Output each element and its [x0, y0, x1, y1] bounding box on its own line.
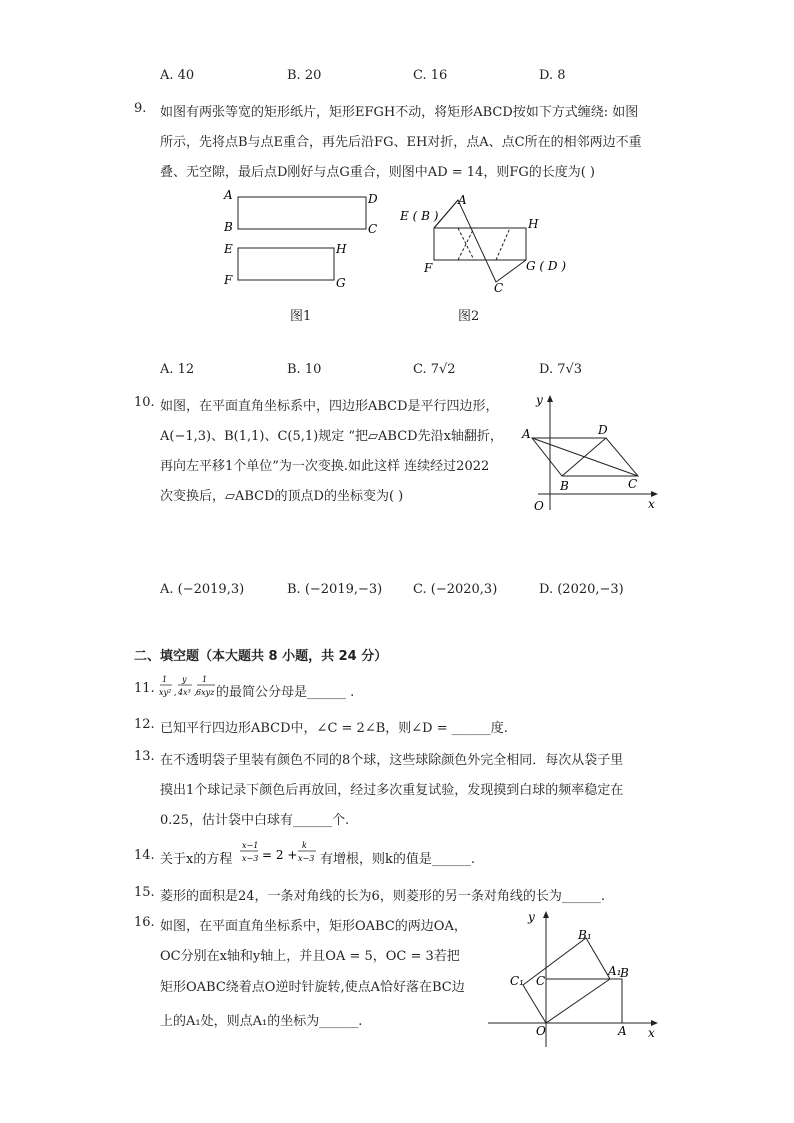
fig2-label-eb: E ( B ): [400, 209, 439, 223]
fig1-label-f: F: [224, 273, 233, 287]
svg-text:4x³: 4x³: [178, 688, 191, 697]
q16-fig-label-y: y: [528, 910, 535, 924]
q16-number: 16.: [134, 915, 155, 930]
fig1-label-e: E: [224, 242, 233, 256]
fig1-label-d: D: [368, 192, 378, 206]
q10-option-c: C. (−2020,3): [413, 582, 498, 597]
svg-text:x−3: x−3: [298, 854, 315, 863]
fig2-label-c: C: [494, 281, 504, 295]
q13-line-1: 在不透明袋子里装有颜色不同的8个球，这些球除颜色外完全相同．每次从袋子里: [160, 753, 624, 768]
fig1-label-b: B: [224, 220, 233, 234]
q10-option-d: D. (2020,−3): [539, 582, 624, 597]
q12-number: 12.: [134, 717, 155, 732]
q14-text-pre: 关于x的方程: [160, 852, 233, 867]
q12-text: 已知平行四边形ABCD中，∠C = 2∠B，则∠D = ______度.: [160, 721, 508, 736]
q16-line-3: 矩形OABC绕着点O逆时针旋转,使点A恰好落在BC边: [160, 980, 465, 995]
q16-fig-label-o: O: [536, 1024, 546, 1038]
svg-text:,: ,: [194, 688, 197, 697]
fig1-label-a: A: [224, 188, 233, 202]
q10-fig-label-a: A: [522, 427, 531, 441]
q9-figure-1: [220, 185, 385, 295]
fig2-label-h: H: [528, 217, 539, 231]
fig2-label-f: F: [424, 261, 433, 275]
svg-text:y: y: [182, 675, 187, 684]
section-2-heading: 二、填空题（本大题共 8 小题，共 24 分）: [134, 649, 388, 664]
q10-figure: [520, 392, 660, 517]
q8-option-c: C. 16: [413, 68, 448, 83]
q15-text: 菱形的面积是24，一条对角线的长为6，则菱形的另一条对角线的长为______.: [160, 889, 605, 904]
svg-text:k: k: [302, 841, 307, 850]
q14-number: 14.: [134, 848, 155, 863]
q9-number: 9.: [134, 101, 147, 116]
q10-option-a: A. (−2019,3): [160, 582, 245, 597]
svg-text:6xyz: 6xyz: [196, 688, 215, 697]
q9-option-b: B. 10: [287, 362, 322, 377]
svg-text:,: ,: [174, 688, 177, 697]
q9-line-2: 所示，先将点B与点E重合，再先后沿FG、EH对折，点A、点C所在的相邻两边不重: [160, 135, 642, 150]
q9-line-3: 叠、无空隙，最后点D刚好与点G重合，则图中AD = 14，则FG的长度为( ): [160, 165, 595, 180]
q15-number: 15.: [134, 885, 155, 900]
q10-line-4: 次变换后，▱ABCD的顶点D的坐标变为( ): [160, 489, 404, 504]
q16-fig-label-b1: B₁: [578, 928, 592, 942]
q11-number: 11.: [134, 681, 155, 696]
q10-fig-label-b: B: [560, 479, 569, 493]
q10-number: 10.: [134, 395, 155, 410]
q10-fig-label-x: x: [648, 497, 655, 511]
svg-text:x−1: x−1: [242, 841, 259, 850]
q8-option-a: A. 40: [160, 68, 195, 83]
q13-line-2: 摸出1个球记录下颜色后再放回，经过多次重复试验，发现摸到白球的频率稳定在: [160, 783, 624, 798]
fig1-label-h: H: [336, 242, 347, 256]
svg-text:xy²: xy²: [159, 688, 172, 697]
svg-text:1: 1: [162, 675, 168, 684]
q10-fig-label-y: y: [536, 393, 543, 407]
q9-option-c: C. 7√2: [413, 362, 456, 377]
q10-fig-label-d: D: [598, 423, 608, 437]
q14-text-post: 有增根，则k的值是______.: [320, 852, 476, 867]
fig2-label-a: A: [458, 193, 467, 207]
q16-line-1: 如图，在平面直角坐标系中，矩形OABC的两边OA，: [160, 919, 467, 934]
q14-equation: [238, 838, 320, 868]
q16-fig-label-b: B: [620, 966, 629, 980]
q16-fig-label-a: A: [618, 1024, 627, 1038]
q16-fig-label-a1: A₁: [608, 964, 622, 978]
q13-line-3: 0.25，估计袋中白球有______个.: [160, 813, 350, 828]
q16-fig-label-c1: C₁: [510, 974, 524, 988]
q13-number: 13.: [134, 749, 155, 764]
q10-line-3: 再向左平移1个单位”为一次变换.如此这样 连续经过2022: [160, 459, 490, 474]
fig1-label-g: G: [336, 276, 346, 290]
q10-line-1: 如图，在平面直角坐标系中，四边形ABCD是平行四边形，: [160, 399, 499, 414]
q9-figure-2: [398, 188, 583, 298]
q10-fig-label-o: O: [534, 499, 544, 513]
fig2-label-gd: G ( D ): [526, 259, 567, 273]
q9-fig2-caption: 图2: [458, 309, 480, 324]
svg-text:x−3: x−3: [242, 854, 259, 863]
q9-line-1: 如图有两张等宽的矩形纸片，矩形EFGH不动，将矩形ABCD按如下方式缠绕: 如图: [160, 105, 639, 120]
q16-line-2: OC分别在x轴和y轴上，并且OA = 5，OC = 3若把: [160, 949, 460, 964]
q16-fig-label-c: C: [536, 974, 546, 988]
q8-option-b: B. 20: [287, 68, 322, 83]
q8-option-d: D. 8: [539, 68, 566, 83]
q16-fig-label-x: x: [648, 1026, 655, 1040]
fig1-label-c: C: [368, 222, 378, 236]
q9-option-a: A. 12: [160, 362, 195, 377]
q9-fig1-caption: 图1: [290, 309, 312, 324]
q10-fig-label-c: C: [628, 477, 638, 491]
q10-option-b: B. (−2019,−3): [287, 582, 383, 597]
q10-line-2: A(−1,3)、B(1,1)、C(5,1)规定 “把▱ABCD先沿x轴翻折，: [160, 429, 503, 444]
q9-option-d: D. 7√3: [539, 362, 583, 377]
svg-text:1: 1: [202, 675, 208, 684]
q11-fractions: [158, 672, 216, 702]
svg-text:= 2 +: = 2 +: [262, 848, 298, 862]
q16-figure: [486, 905, 661, 1053]
q11-text: 的最简公分母是______ .: [216, 685, 355, 700]
q16-line-4: 上的A₁处，则点A₁的坐标为______.: [160, 1014, 363, 1029]
